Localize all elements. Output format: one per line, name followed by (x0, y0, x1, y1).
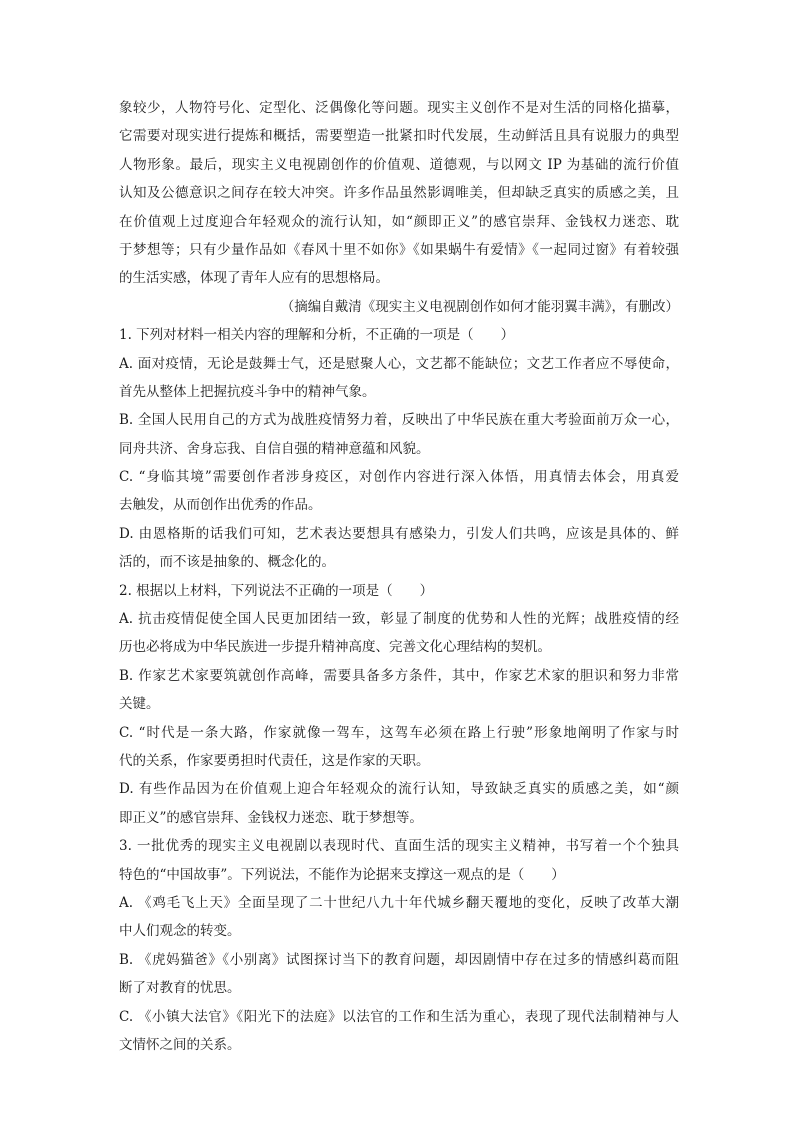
text-line: B. 全国人民用自己的方式为战胜疫情努力着，反映出了中华民族在重大考验面前万众一心， (119, 412, 679, 429)
text-line: B. 《虎妈猫爸》《小别离》试图探讨当下的教育问题，却因剧情中存在过多的情感纠葛而阻 (119, 951, 679, 968)
text-line: A. 《鸡毛飞上天》全面呈现了二十世纪八九十年代城乡翻天覆地的变化，反映了改革大潮 (119, 894, 679, 911)
text-line: 人物形象。最后，现实主义电视剧创作的价值观、道德观，与以网文 IP 为基础的流行价值 (119, 156, 679, 173)
text-line: 文情怀之间的关系。 (119, 1036, 241, 1053)
document-body (119, 94, 679, 1059)
text-line: 去触发，从而创作出优秀的作品。 (119, 497, 322, 514)
text-line: 即正义”的感官崇拜、金钱权力迷恋、耽于梦想等。 (119, 809, 423, 826)
text-line: 1. 下列对材料一相关内容的理解和分析，不正确的一项是（ ） (119, 327, 515, 344)
text-line: A. 抗击疫情促使全国人民更加团结一致，彰显了制度的优势和人性的光辉；战胜疫情的经 (119, 611, 679, 628)
text-line: C. 《小镇大法官》《阳光下的法庭》以法官的工作和生活为重心，表现了现代法制精神与人 (119, 1008, 679, 1025)
text-line: D. 有些作品因为在价值观上迎合年轻观众的流行认知，导致缺乏真实的质感之美，如“颜 (119, 781, 679, 798)
text-line: 特色的“中国故事”。下列说法，不能作为论据来支撑这一观点的是（ ） (119, 866, 565, 883)
text-line: 中人们观念的转变。 (119, 923, 241, 940)
text-line: 3. 一批优秀的现实主义电视剧以表现时代、直面生活的现实主义精神，书写着一个个独具 (119, 838, 679, 855)
text-line: 首先从整体上把握抗疫斗争中的精神气象。 (119, 383, 376, 400)
text-line: 代的关系，作家要勇担时代责任，这是作家的天职。 (119, 752, 430, 769)
text-line: 在价值观上过度迎合年轻观众的流行认知，如“颜即正义”的感官崇拜、金钱权力迷恋、耽 (119, 213, 679, 230)
text-line: 于梦想等；只有少量作品如《春风十里不如你》《如果蜗牛有爱情》《一起同过窗》有着较强 (119, 241, 679, 258)
text-line: A. 面对疫情，无论是鼓舞士气，还是慰聚人心，文艺都不能缺位；文艺工作者应不辱使命， (119, 355, 679, 372)
text-line: 断了对教育的忧思。 (119, 980, 241, 997)
text-line: B. 作家艺术家要筑就创作高峰，需要具备多方条件，其中，作家艺术家的胆识和努力非常 (119, 667, 679, 684)
text-line: 象较少，人物符号化、定型化、泛偶像化等问题。现实主义创作不是对生活的同格化描摹， (119, 100, 679, 116)
text-line: C. “身临其境”需要创作者涉身疫区，对创作内容进行深入体悟，用真情去体会，用真爱 (119, 469, 679, 486)
text-line: 活的，而不该是抽象的、概念化的。 (119, 554, 335, 571)
text-line: 的生活实感，体现了青年人应有的思想格局。 (119, 270, 389, 287)
source-citation: （摘编自戴清《现实主义电视剧创作如何才能羽翼丰满》，有删改） (280, 298, 679, 315)
text-line: C. “时代是一条大路，作家就像一驾车，这驾车必须在路上行驶”形象地阐明了作家与时 (119, 724, 679, 741)
text-line: 它需要对现实进行提炼和概括，需要塑造一批紧扣时代发展，生动鲜活且具有说服力的典型 (119, 128, 679, 145)
text-line: 关键。 (119, 696, 160, 713)
text-line: 历也必将成为中华民族进一步提升精神高度、完善文化心理结构的契机。 (119, 639, 551, 656)
text-line: 同舟共济、舍身忘我、自信自强的精神意蕴和风貌。 (119, 440, 430, 457)
text-line: D. 由恩格斯的话我们可知，艺术表达要想具有感染力，引发人们共鸣，应该是具体的、鲜 (119, 525, 679, 542)
text-line: 2. 根据以上材料，下列说法不正确的一项是（ ） (119, 582, 434, 599)
text-line: 认知及公德意识之间存在较大冲突。许多作品虽然影调唯美，但却缺乏真实的质感之美，且 (119, 185, 679, 202)
